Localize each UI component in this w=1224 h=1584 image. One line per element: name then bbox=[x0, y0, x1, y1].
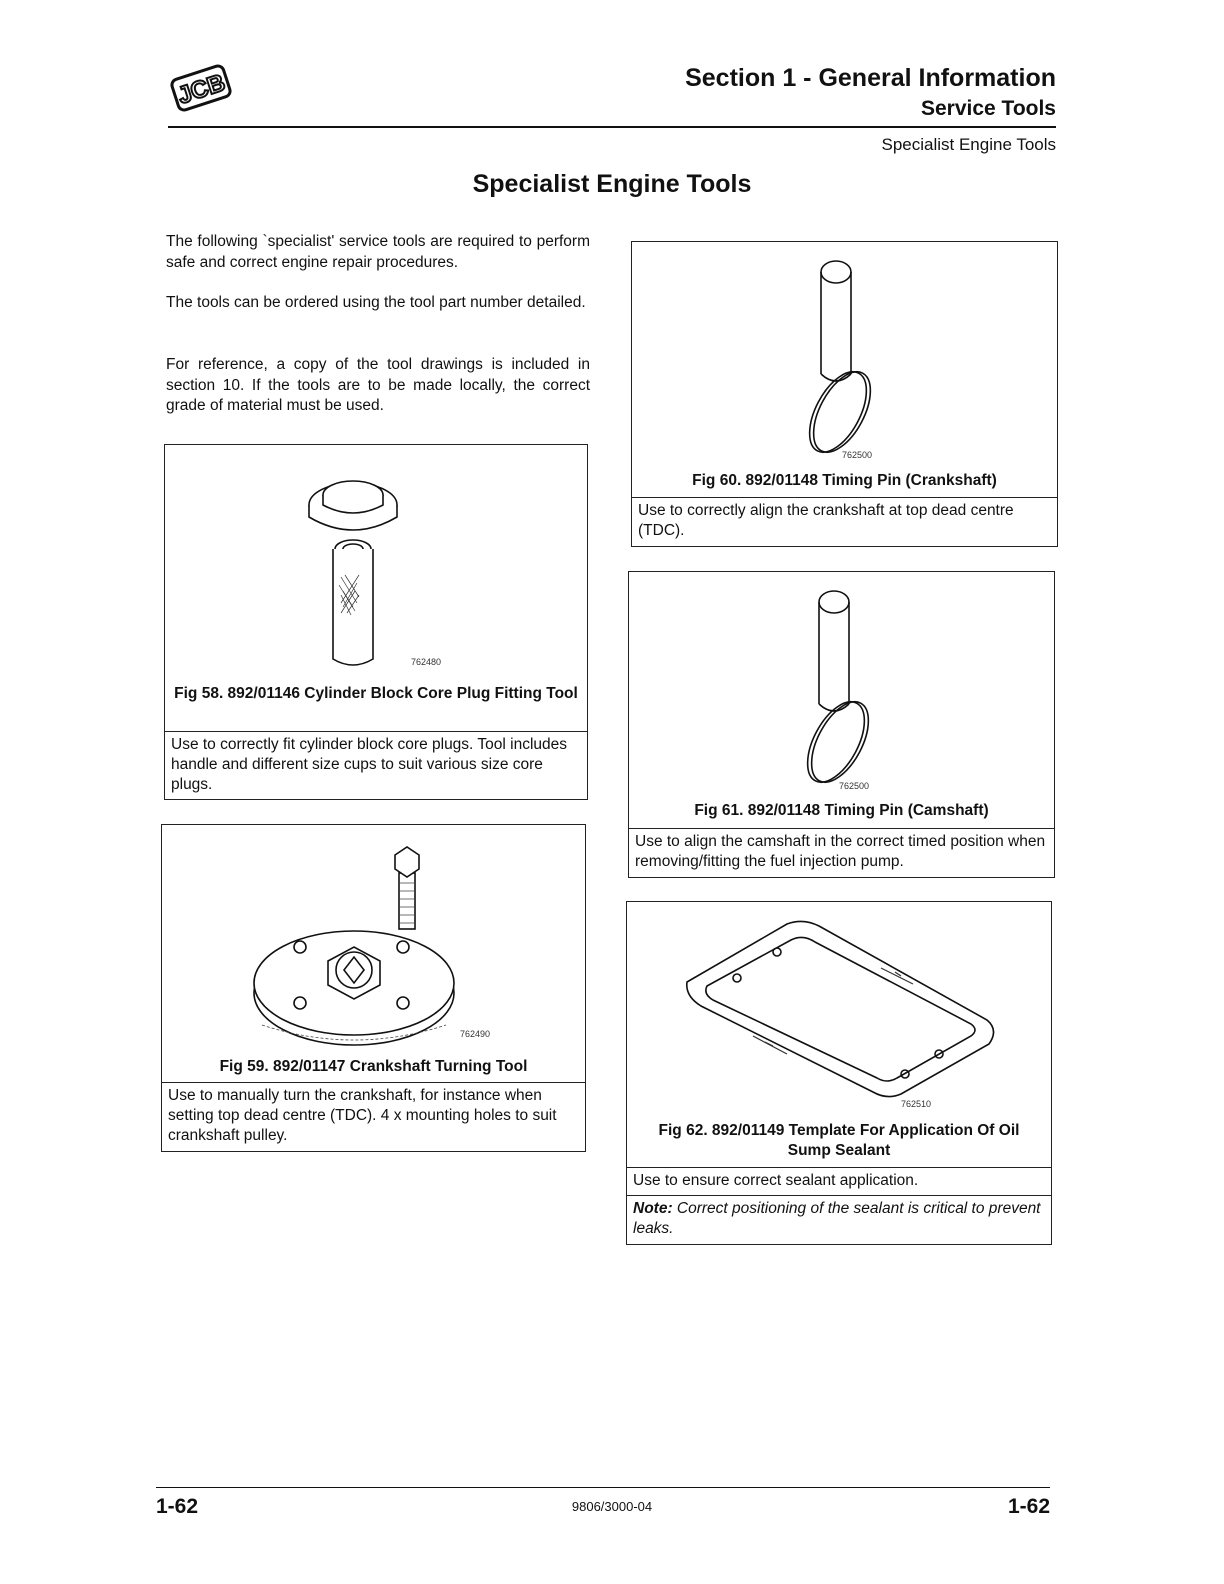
crankshaft-turning-tool-drawing bbox=[162, 825, 585, 1047]
note-label: Note: bbox=[633, 1200, 673, 1217]
note-text: Correct positioning of the sealant is critical to prevent leaks. bbox=[633, 1200, 1041, 1237]
logo-text: JCB bbox=[174, 69, 229, 110]
figure-description: Use to manually turn the crankshaft, for instance when setting top dead centre (TDC). 4 x mounting holes to suit crankshaft pulley. bbox=[162, 1082, 585, 1150]
breadcrumb: Specialist Engine Tools bbox=[881, 135, 1056, 154]
drawing-number: 762510 bbox=[901, 1099, 932, 1109]
figure-description: Use to ensure correct sealant application. bbox=[627, 1167, 1051, 1195]
figure-caption: Fig 61. 892/01148 Timing Pin (Camshaft) bbox=[694, 802, 989, 819]
drawing-number: 762480 bbox=[411, 657, 442, 667]
intro-paragraph-3: For reference, a copy of the tool drawings is included in section 10. If the tools are to be made locally, the correct grade of material must be used. bbox=[166, 356, 590, 414]
section-title: Section 1 - General Information bbox=[685, 64, 1056, 92]
figure-caption: Fig 59. 892/01147 Crankshaft Turning Tool bbox=[219, 1058, 528, 1075]
figure-61 bbox=[628, 571, 1055, 878]
timing-pin-crankshaft-drawing bbox=[632, 242, 1057, 467]
figure-58 bbox=[164, 444, 588, 800]
timing-pin-camshaft-drawing bbox=[629, 572, 1054, 797]
core-plug-tool-drawing bbox=[165, 445, 587, 675]
page-number-left: 1-62 bbox=[156, 1495, 199, 1518]
page-number-right: 1-62 bbox=[1007, 1495, 1050, 1518]
header-divider bbox=[168, 126, 1056, 128]
section-subtitle: Service Tools bbox=[920, 97, 1056, 120]
drawing-number: 762490 bbox=[460, 1029, 491, 1039]
figure-caption: Fig 62. 892/01149 Template For Application Of Oil Sump Sealant bbox=[658, 1122, 1020, 1159]
jcb-logo bbox=[168, 58, 234, 118]
footer-divider bbox=[156, 1487, 1050, 1488]
drawing-number: 762500 bbox=[839, 781, 870, 791]
figure-60 bbox=[631, 241, 1058, 547]
figure-description: Use to correctly fit cylinder block core plugs. Tool includes handle and different size cups to suit various size core plugs. bbox=[165, 731, 587, 799]
figure-caption: Fig 58. 892/01146 Cylinder Block Core Plug Fitting Tool bbox=[174, 685, 578, 702]
figure-62 bbox=[626, 901, 1052, 1245]
document-number: 9806/3000-04 bbox=[571, 1499, 653, 1514]
figure-caption: Fig 60. 892/01148 Timing Pin (Crankshaft) bbox=[692, 472, 997, 489]
intro-paragraph-1: The following `specialist' service tools are required to perform safe and correct engine repair procedures. bbox=[166, 233, 590, 271]
drawing-number: 762500 bbox=[842, 450, 873, 460]
sump-sealant-template-drawing bbox=[627, 902, 1051, 1117]
intro-paragraph-2: The tools can be ordered using the tool part number detailed. bbox=[166, 294, 586, 311]
figure-description: Use to align the camshaft in the correct timed position when removing/fitting the fuel injection pump. bbox=[629, 828, 1054, 876]
figure-description: Use to correctly align the crankshaft at top dead centre (TDC). bbox=[632, 497, 1057, 545]
figure-59 bbox=[161, 824, 586, 1152]
page-title: Specialist Engine Tools bbox=[472, 170, 752, 198]
figure-note bbox=[627, 1195, 1051, 1242]
